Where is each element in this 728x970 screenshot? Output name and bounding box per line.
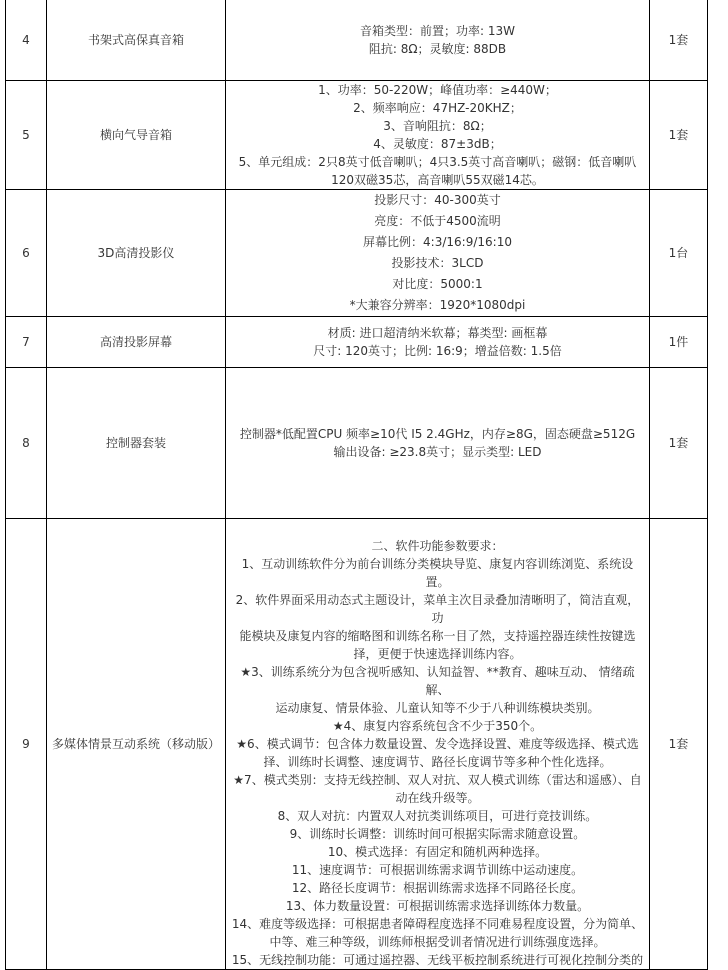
row-number: 7 bbox=[6, 317, 47, 368]
spec-line: 10、模式选择：有固定和随机两种选择。 bbox=[327, 845, 548, 859]
spec-line: 4、灵敏度：87±3dB； bbox=[373, 137, 502, 151]
table-row bbox=[6, 0, 708, 81]
spec-line: 能模块及康复内容的缩略图和训练名称一目了然，支持遥控器连续性按键选 bbox=[239, 629, 636, 643]
item-specs bbox=[226, 190, 650, 317]
spec-line: 阻抗: 8Ω；灵敏度: 88DB bbox=[368, 41, 507, 56]
spec-line: 尺寸: 120英寸；比例: 16:9；增益倍数: 1.5倍 bbox=[313, 344, 562, 358]
spec-line: 9、训练时长调整：训练时间可根据实际需求随意设置。 bbox=[289, 827, 586, 841]
item-specs bbox=[226, 0, 650, 81]
spec-line: 控制器*低配置CPU 频率≥10代 I5 2.4GHz，内存≥8G，固态硬盘≥512G bbox=[239, 427, 636, 441]
item-quantity: 1套 bbox=[650, 0, 708, 81]
item-name: 控制器套装 bbox=[47, 368, 226, 519]
item-specs bbox=[226, 519, 650, 970]
item-quantity: 1套 bbox=[650, 368, 708, 519]
item-quantity: 1套 bbox=[650, 81, 708, 190]
spec-line: 对比度：5000:1 bbox=[392, 277, 483, 291]
spec-line: 中等、难三种等级，训练师根据受训者情况进行训练强度选择。 bbox=[269, 935, 606, 949]
spec-line: 12、路径长度调节：根据训练需求选择不同路径长度。 bbox=[291, 881, 584, 895]
item-name: 3D高清投影仪 bbox=[47, 190, 226, 317]
spec-line: ★4、康复内容系统包含不少于350个。 bbox=[332, 719, 543, 733]
item-name: 高清投影屏幕 bbox=[47, 317, 226, 368]
spec-line: 120双磁35芯，高音喇叭55双磁14芯。 bbox=[331, 173, 544, 187]
spec-line: 投影尺寸：40-300英寸 bbox=[374, 193, 501, 207]
row-number: 5 bbox=[6, 81, 47, 190]
spec-line: 2、频率响应：47HZ-20KHZ； bbox=[353, 101, 522, 115]
row-number: 8 bbox=[6, 368, 47, 519]
spec-line: 材质: 进口超清纳米软幕；幕类型: 画框幕 bbox=[327, 326, 548, 340]
table-row bbox=[6, 81, 708, 190]
spec-line: 屏幕比例：4:3/16:9/16:10 bbox=[363, 235, 512, 249]
spec-line: 2、软件界面采用动态式主题设计，菜单主次目录叠加清晰明了，简洁直观，功 bbox=[235, 593, 640, 625]
row-number: 6 bbox=[6, 190, 47, 317]
spec-line: 13、体力数量设置：可根据训练需求选择训练体力数量。 bbox=[285, 899, 590, 913]
spec-line: *大兼容分辨率：1920*1080dpi bbox=[349, 298, 526, 312]
spec-line: 择，更便于快速选择训练内容。 bbox=[353, 647, 522, 661]
spec-line: 择、训练时长调整、速度调节、路径长度调节等多种个性化选择。 bbox=[263, 755, 612, 769]
row-number: 9 bbox=[6, 519, 47, 970]
spec-line: 亮度：不低于4500流明 bbox=[374, 214, 501, 228]
spec-line: 8、双人对抗：内置双人对抗类训练项目，可进行竞技训练。 bbox=[277, 809, 598, 823]
spec-line: ★7、模式类别：支持无线控制、双人对抗、双人模式训练（雷达和遥感）、自 bbox=[233, 773, 642, 787]
table-row bbox=[6, 368, 708, 519]
spec-line: 音箱类型：前置；功率: 13W bbox=[360, 23, 515, 38]
spec-line: 15、无线控制功能：可通过遥控器、无线平板控制系统进行可视化控制分类的 bbox=[231, 953, 644, 967]
item-specs bbox=[226, 317, 650, 368]
spec-line: ★3、训练系统分为包含视听感知、认知益智、**教育、趣味互动、 情绪疏解、 bbox=[240, 665, 635, 697]
item-name: 横向气导音箱 bbox=[47, 81, 226, 190]
item-name: 多媒体情景互动系统（移动版） bbox=[47, 519, 226, 970]
spec-line: 11、速度调节：可根据训练需求调节训练中运动速度。 bbox=[291, 863, 584, 877]
row-number: 4 bbox=[6, 0, 47, 81]
spec-line: 投影技术：3LCD bbox=[391, 256, 484, 270]
table-row bbox=[6, 317, 708, 368]
table-row bbox=[6, 190, 708, 317]
spec-line: 1、功率：50-220W；峰值功率：≥440W； bbox=[318, 83, 557, 97]
item-specs bbox=[226, 81, 650, 190]
item-quantity: 1套 bbox=[650, 519, 708, 970]
item-name: 书架式高保真音箱 bbox=[47, 0, 226, 81]
spec-line: 14、难度等级选择：可根据患者障碍程度选择不同难易程度设置，分为简单、 bbox=[231, 917, 644, 931]
spec-line: ★6、模式调节：包含体力数量设置、发令选择设置、难度等级选择、模式选 bbox=[236, 737, 639, 751]
table-row bbox=[6, 519, 708, 970]
spec-line: 1、互动训练软件分为前台训练分类模块导览、康复内容训练浏览、系统设置。 bbox=[241, 557, 634, 589]
spec-line: 5、单元组成：2只8英寸低音喇叭；4只3.5英寸高音喇叭；磁钢：低音喇叭 bbox=[238, 155, 637, 169]
equipment-spec-table bbox=[5, 0, 708, 970]
spec-line: 运动康复、情景体验、儿童认知等不少于八种训练模块类别。 bbox=[275, 701, 600, 715]
spec-line: 输出设备: ≥23.8英寸；显示类型: LED bbox=[333, 445, 542, 459]
spec-line: 3、音响阻抗：8Ω； bbox=[383, 119, 492, 133]
spec-line: 二、软件功能参数要求： bbox=[371, 539, 504, 553]
item-specs bbox=[226, 368, 650, 519]
spec-line: 动在线升级等。 bbox=[395, 791, 480, 805]
item-quantity: 1件 bbox=[650, 317, 708, 368]
item-quantity: 1台 bbox=[650, 190, 708, 317]
